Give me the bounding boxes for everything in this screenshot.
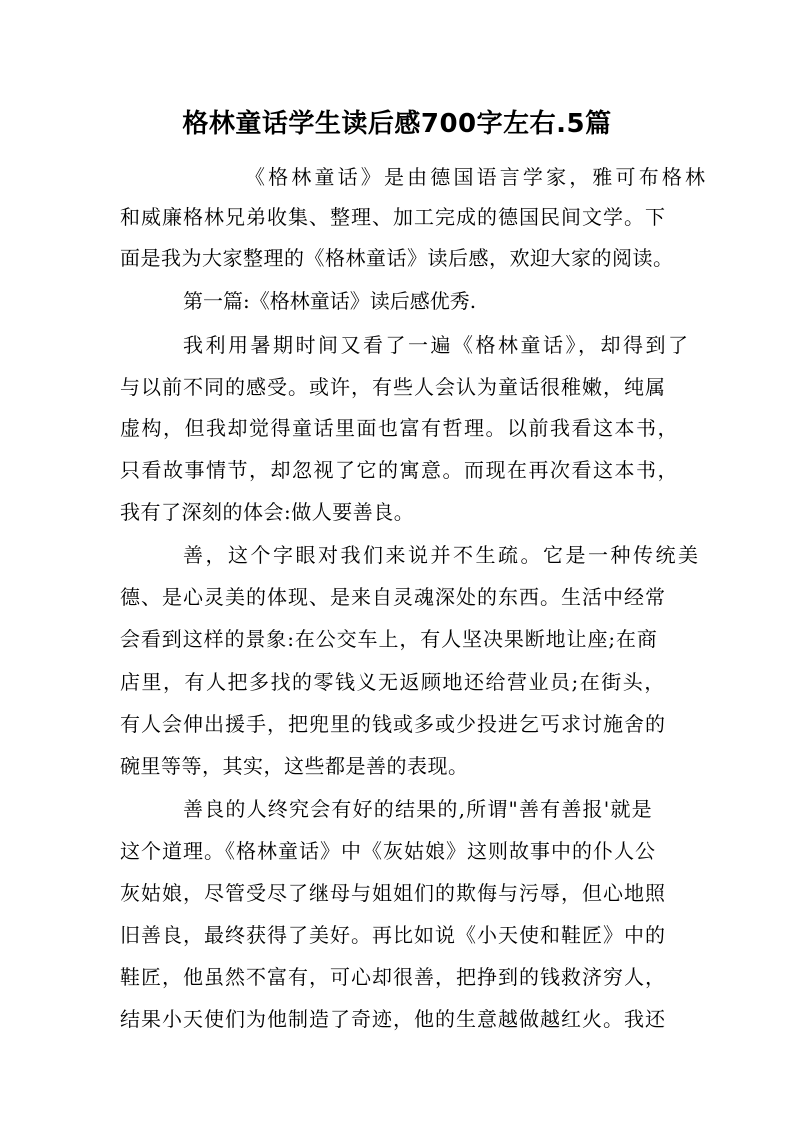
body-line: 德、是心灵美的体现、是来自灵魂深处的东西。生活中经常	[120, 585, 666, 609]
body-line: 善良的人终究会有好的结果的,所谓"善有善报'就是	[183, 797, 653, 821]
body-line: 与以前不同的感受。或许，有些人会认为童话很稚嫩，纯属	[120, 375, 666, 399]
body-line: 和威廉格林兄弟收集、整理、加工完成的德国民间文学。下	[120, 205, 666, 229]
body-line: 结果小天使们为他制造了奇迹，他的生意越做越红火。我还	[120, 1007, 666, 1031]
document-title: 格林童话学生读后感700字左右.5篇	[182, 109, 612, 139]
body-line: 善，这个字眼对我们来说并不生疏。它是一种传统美	[183, 543, 701, 567]
body-line: 有人会伸出援手，把兜里的钱或多或少投进乞丐求讨施舍的	[120, 712, 666, 736]
body-line: 灰姑娘，尽管受尽了继母与姐姐们的欺侮与污辱，但心地照	[120, 881, 666, 905]
body-line: 鞋匠，他虽然不富有，可心却很善，把挣到的钱救济穷人，	[120, 965, 666, 989]
body-line: 第一篇:《格林童话》读后感优秀.	[183, 289, 477, 313]
body-line: 我有了深刻的体会:做人要善良。	[120, 500, 415, 524]
body-line: 虚构，但我却觉得童话里面也富有哲理。以前我看这本书，	[120, 416, 679, 440]
body-line: 《格林童话》是由德国语言学家，雅可布格林	[245, 165, 709, 189]
body-line: 面是我为大家整理的《格林童话》读后感，欢迎大家的阅读。	[120, 246, 674, 270]
body-line: 只看故事情节，却忽视了它的寓意。而现在再次看这本书，	[120, 458, 679, 482]
body-line: 碗里等等，其实，这些都是善的表现。	[120, 754, 469, 778]
body-line: 会看到这样的景象:在公交车上，有人坚决果断地让座;在商	[120, 627, 658, 651]
body-line: 这个道理。《格林童话》中《灰姑娘》这则故事中的仆人公	[120, 839, 656, 863]
body-line: 我利用暑期时间又看了一遍《格林童话》，却得到了	[183, 333, 691, 357]
body-line: 店里，有人把多找的零钱义无返顾地还给营业员;在街头，	[120, 670, 666, 694]
body-line: 旧善良，最终获得了美好。再比如说《小天使和鞋匠》中的	[120, 923, 666, 947]
